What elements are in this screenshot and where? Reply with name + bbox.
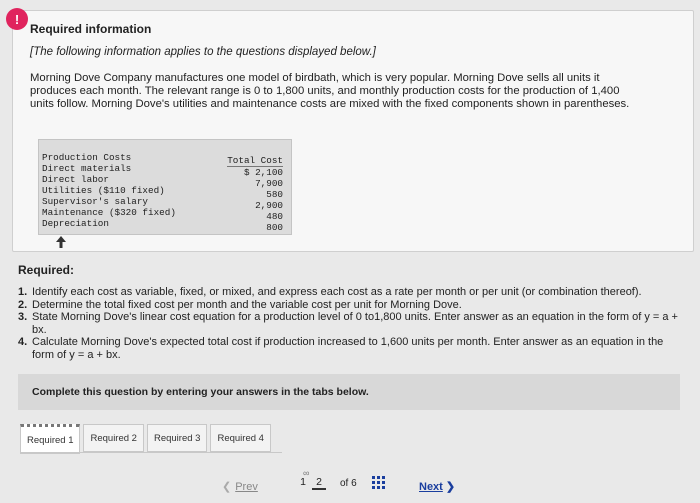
chevron-left-icon: ❮ <box>222 481 232 493</box>
list-item <box>18 299 680 312</box>
chevron-right-icon: ❯ <box>445 481 456 493</box>
list-item <box>18 286 680 299</box>
requirements-list <box>18 286 680 361</box>
instructions-text: Complete this question by entering your answers in the tabs below. <box>32 386 369 398</box>
cost-label: Utilities ($110 fixed) <box>42 185 165 196</box>
tab-required-4[interactable]: Required 4 <box>210 424 270 452</box>
prev-button[interactable] <box>222 480 258 493</box>
item-number: 3. <box>18 311 28 323</box>
cost-label: Direct materials <box>42 163 132 174</box>
cost-value: 7,900 <box>255 178 283 189</box>
table-row <box>39 174 291 189</box>
answer-tabs <box>20 424 274 452</box>
page-1-button[interactable]: 1 <box>300 476 306 488</box>
problem-intro: Morning Dove Company manufactures one model of birdbath, which is very popular. Morning Dove sells all units it produces each month. The relevant range is 0 to 1,800 units, and monthly production costs for the production of 1,400 units follow. Morning Dove's utilities and maintenance costs are mixed with the fixed components shown in parentheses. <box>30 72 630 110</box>
item-number: 1. <box>18 286 28 298</box>
page-count: of 6 <box>340 478 357 489</box>
question-pager <box>0 470 700 500</box>
cost-label: Supervisor's salary <box>42 196 149 207</box>
cost-label: Direct labor <box>42 174 109 185</box>
tab-required-2[interactable]: Required 2 <box>83 424 143 452</box>
cost-value: $ 2,100 <box>243 167 283 178</box>
next-label: Next <box>419 481 443 493</box>
table-row <box>39 218 291 233</box>
required-information-title: Required information <box>30 22 152 36</box>
table-row <box>39 185 291 200</box>
instructions-banner <box>18 374 680 410</box>
cost-value: 580 <box>266 189 283 200</box>
page-2-button[interactable]: 2 <box>312 476 326 490</box>
cost-label: Depreciation <box>42 218 109 229</box>
item-text: Identify each cost as variable, fixed, or mixed, and express each cost as a rate per month or per unit (or combination thereof). <box>32 286 642 298</box>
tab-required-1[interactable]: Required 1 <box>20 424 80 454</box>
prev-label: Prev <box>235 481 258 493</box>
tabs-divider <box>20 452 282 453</box>
item-number: 2. <box>18 298 28 311</box>
table-row <box>39 163 291 178</box>
required-heading: Required: <box>18 263 75 277</box>
cost-value: 480 <box>266 211 283 222</box>
cost-value: 800 <box>266 222 283 233</box>
list-item <box>18 311 680 336</box>
production-cost-table <box>38 139 292 235</box>
table-row <box>39 196 291 211</box>
mouse-cursor-icon <box>56 236 66 248</box>
cost-label: Maintenance ($320 fixed) <box>42 207 176 218</box>
item-text: Calculate Morning Dove's expected total cost if production increased to 1,600 units per month. Enter answer as an equation in the form of y = a + bx. <box>32 336 664 361</box>
table-header-label: Production Costs <box>42 152 132 163</box>
table-row <box>39 207 291 222</box>
tab-required-3[interactable]: Required 3 <box>147 424 207 452</box>
item-text: Determine the total fixed cost per month and the variable cost per unit for Morning Dove. <box>32 298 462 311</box>
item-number: 4. <box>18 336 28 348</box>
next-button[interactable] <box>419 480 455 493</box>
link-icon: ∞ <box>303 468 310 478</box>
alert-icon: ! <box>6 8 28 30</box>
cost-value: 2,900 <box>255 200 283 211</box>
grid-icon[interactable] <box>372 476 386 490</box>
table-header-value: Total Cost <box>227 155 283 166</box>
list-item <box>18 336 680 361</box>
item-text: State Morning Dove's linear cost equation for a production level of 0 to1,800 units. Enter answer as an equation in the form of y = a + bx. <box>32 311 678 336</box>
required-information-subtitle: [The following information applies to the questions displayed below.] <box>30 46 376 58</box>
